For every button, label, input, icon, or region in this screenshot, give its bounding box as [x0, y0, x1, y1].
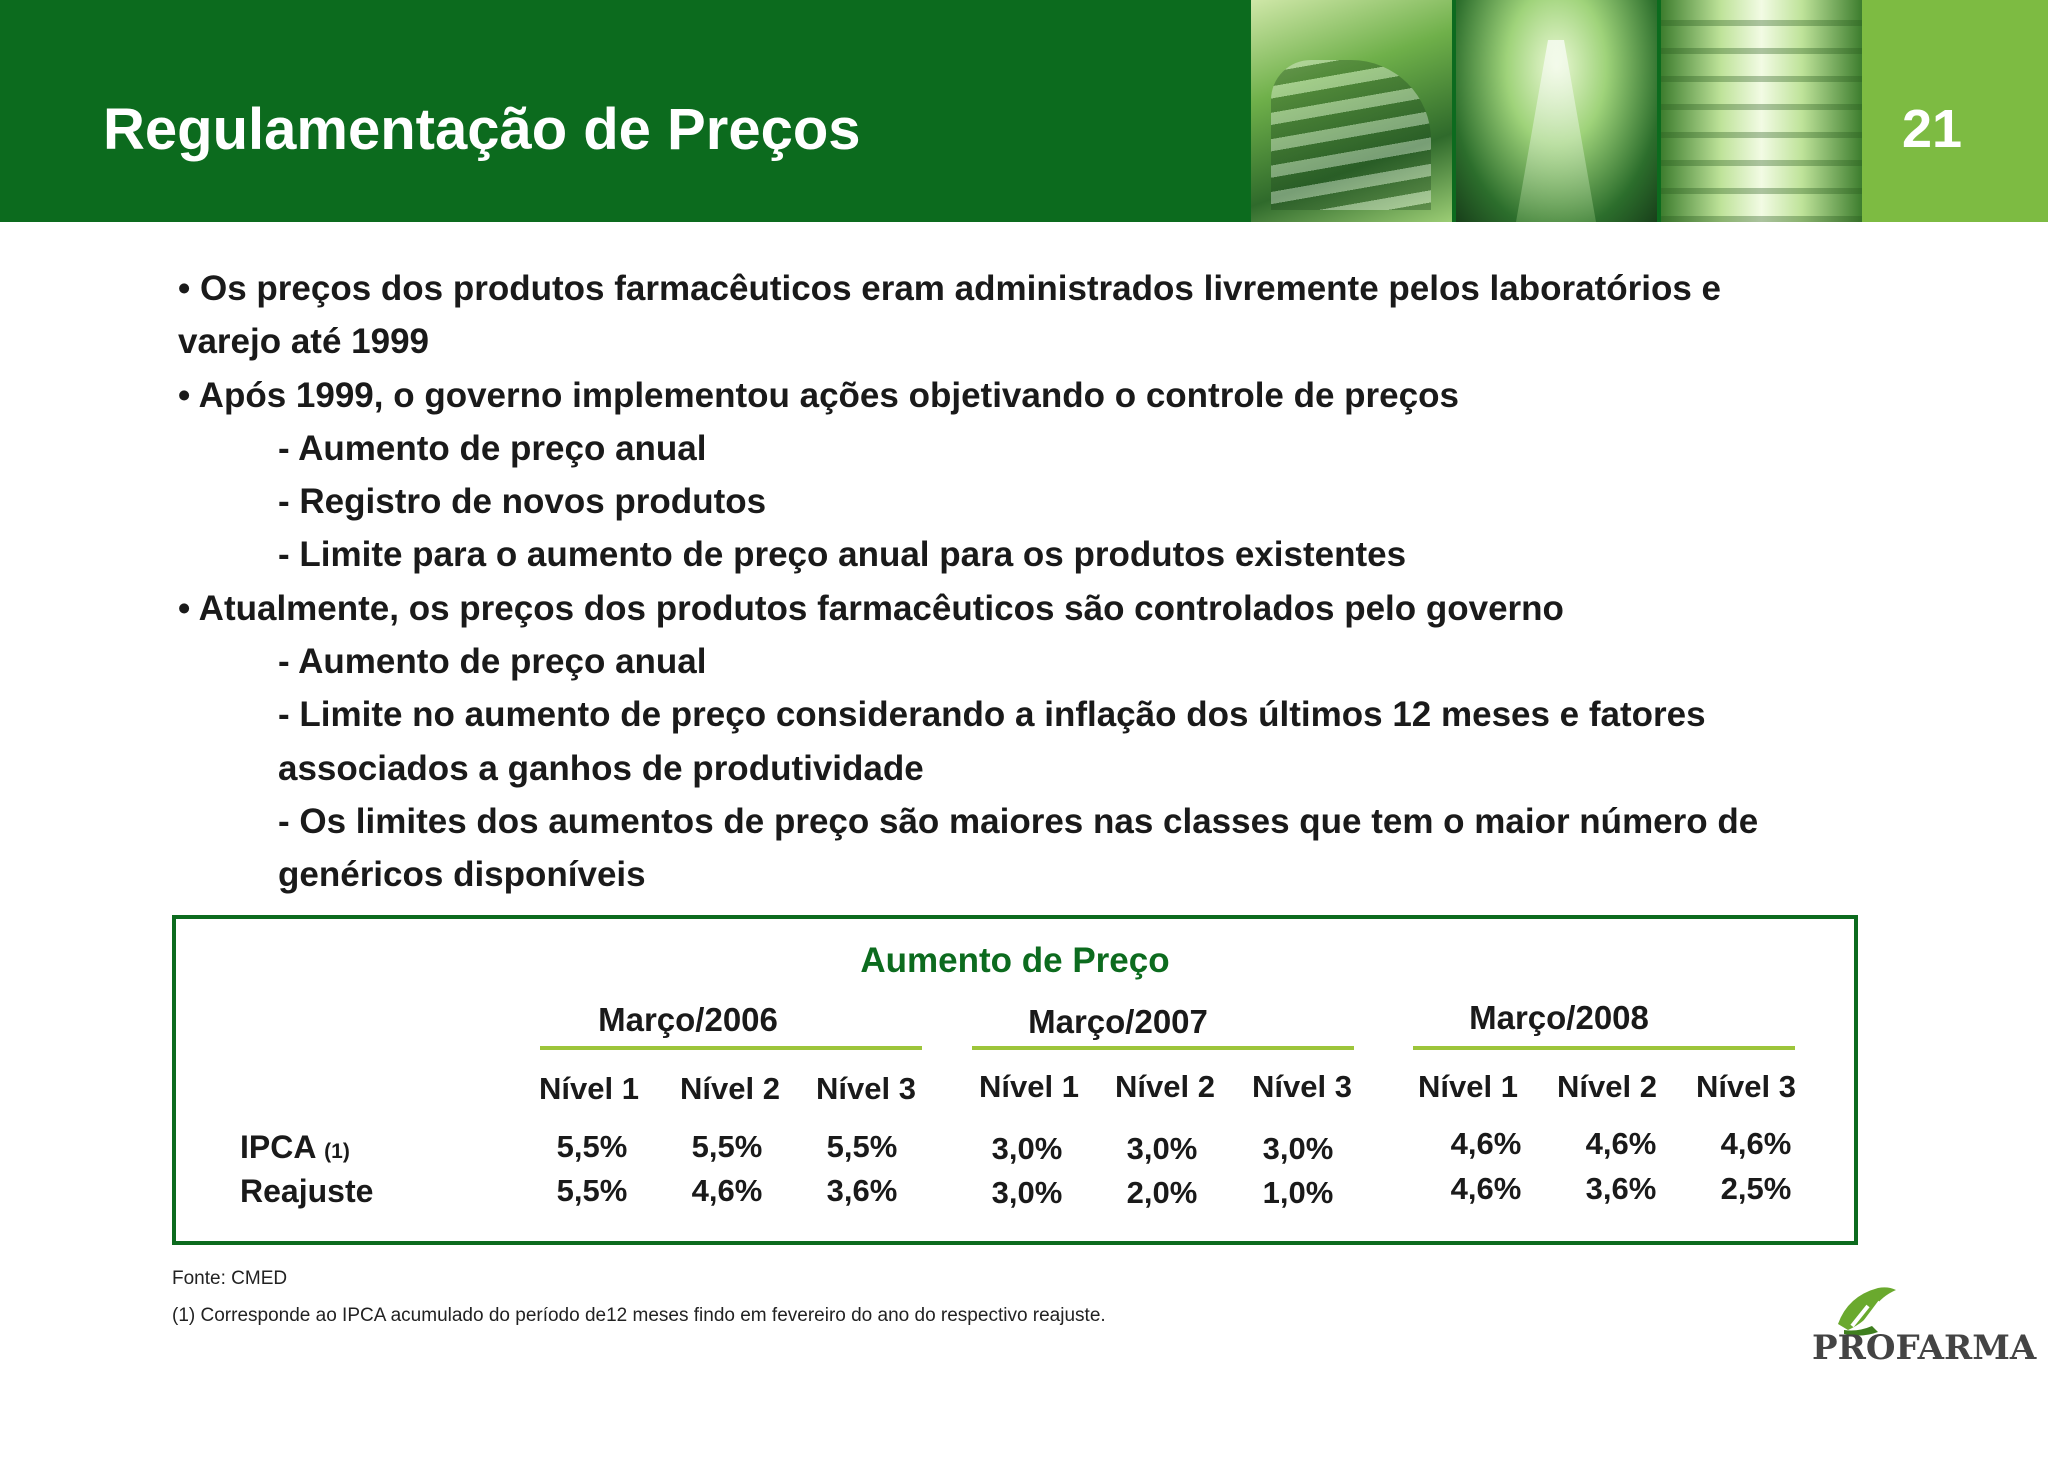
bullet-line: varejo até 1999 [178, 322, 430, 362]
level-header: Nível 2 [1557, 1069, 1657, 1104]
period-rule [1413, 1046, 1795, 1050]
level-header: Nível 2 [1115, 1069, 1215, 1104]
table-title: Aumento de Preço [860, 941, 1170, 980]
level-header: Nível 2 [680, 1071, 780, 1106]
slide-header [0, 0, 2048, 222]
table-cell: 3,0% [991, 1175, 1063, 1210]
table-cell: 3,6% [826, 1173, 898, 1208]
table-cell: 3,0% [991, 1131, 1063, 1166]
page-number-box [1862, 0, 2048, 222]
table-cell: 4,6% [1585, 1126, 1657, 1161]
table-cell: 2,5% [1720, 1171, 1792, 1206]
table-cell: 5,5% [691, 1129, 763, 1164]
sub-bullet-line: - Os limites dos aumentos de preço são maiores nas classes que tem o maior número de [278, 801, 1759, 841]
sub-bullet-line: - Aumento de preço anual [278, 642, 707, 682]
source-note: Fonte: CMED [172, 1268, 288, 1289]
row-label-text: Reajuste [240, 1173, 374, 1209]
sub-bullet-line: associados a ganhos de produtividade [278, 748, 924, 788]
period-rule [540, 1046, 922, 1050]
bullet-list [178, 262, 1868, 902]
warehouse-ceiling-photo [1456, 0, 1657, 222]
sub-bullet-line: - Limite para o aumento de preço anual para os produtos existentes [278, 535, 1407, 575]
warehouse-aisle-photo [1661, 0, 1862, 222]
sub-bullet-line: genéricos disponíveis [278, 855, 646, 895]
period-header: Março/2007 [1028, 1003, 1208, 1040]
level-header: Nível 3 [1252, 1069, 1352, 1104]
level-header: Nível 1 [1418, 1069, 1518, 1104]
row-label-ipca [240, 1129, 350, 1166]
table-cell: 5,5% [826, 1129, 898, 1164]
ipca-footnote: (1) Corresponde ao IPCA acumulado do período de12 meses findo em fevereiro do ano do respectivo reajuste. [172, 1305, 1106, 1326]
level-header: Nível 3 [1696, 1069, 1796, 1104]
period-rule [972, 1046, 1354, 1050]
table-cell: 2,0% [1126, 1175, 1198, 1210]
level-header: Nível 1 [979, 1069, 1079, 1104]
period-header: Março/2006 [598, 1001, 778, 1038]
bullet-line: • Após 1999, o governo implementou ações objetivando o controle de preços [178, 375, 1459, 415]
conveyor-photo [1251, 0, 1452, 222]
sub-bullet-line: - Registro de novos produtos [278, 482, 767, 522]
table-cell: 3,0% [1262, 1131, 1334, 1166]
table-cell: 4,6% [691, 1173, 763, 1208]
profarma-wordmark: PROFARMA [1812, 1328, 2037, 1368]
table-cell: 4,6% [1720, 1126, 1792, 1161]
table-cell: 3,0% [1126, 1131, 1198, 1166]
table-cell: 4,6% [1450, 1171, 1522, 1206]
table-cell: 1,0% [1262, 1175, 1334, 1210]
level-header: Nível 3 [816, 1071, 916, 1106]
page-number: 21 [1901, 99, 1963, 159]
footnote-marker: (1) [324, 1140, 350, 1163]
row-label-text: IPCA [240, 1129, 316, 1165]
table-cell: 5,5% [556, 1173, 628, 1208]
sub-bullet-line: - Limite no aumento de preço considerando a inflação dos últimos 12 meses e fatores [278, 695, 1706, 735]
slide-title: Regulamentação de Preços [103, 97, 861, 162]
row-label-reajuste [240, 1173, 373, 1210]
price-increase-table [172, 915, 1858, 1245]
level-header: Nível 1 [539, 1071, 639, 1106]
table-cell: 3,6% [1585, 1171, 1657, 1206]
table-cell: 5,5% [556, 1129, 628, 1164]
sub-bullet-line: - Aumento de preço anual [278, 428, 707, 468]
period-header: Março/2008 [1469, 999, 1649, 1036]
bullet-line: • Atualmente, os preços dos produtos farmacêuticos são controlados pelo governo [178, 588, 1564, 628]
table-cell: 4,6% [1450, 1126, 1522, 1161]
bullet-line: • Os preços dos produtos farmacêuticos eram administrados livremente pelos laboratórios e [178, 269, 1721, 308]
